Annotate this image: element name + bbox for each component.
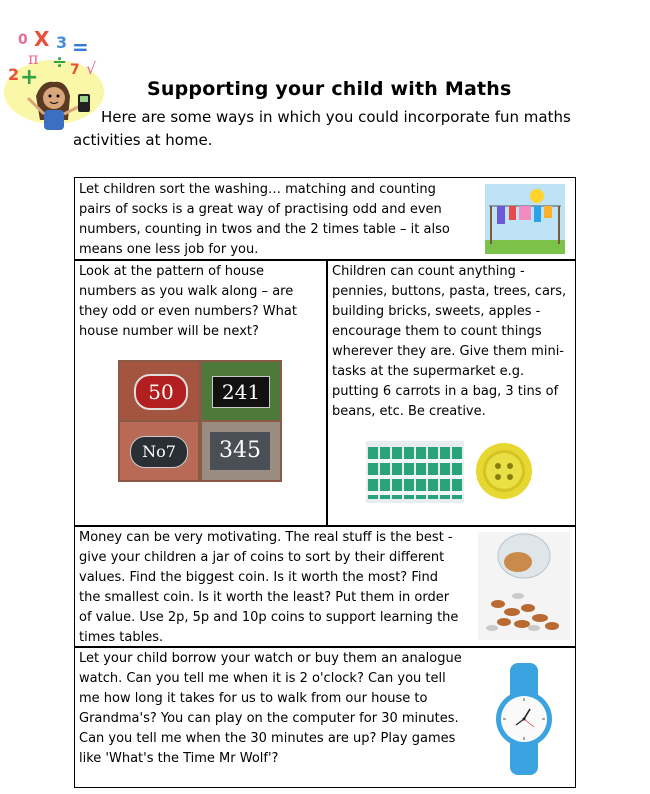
house-plaque: 345 — [202, 422, 280, 480]
intro-text: Here are some ways in which you could incorporate fun maths activities at home. — [73, 108, 571, 149]
page-title: Supporting your child with Maths — [147, 78, 512, 100]
logo-symbol: 0 — [18, 32, 28, 48]
counting-text: Children can count anything - pennies, buttons, pasta, trees, cars, building bricks, sweets, apples - encourage them to count things wherever they are. Give them mini-tasks at the supermarket e.g. putting 6 carrots in a bag, 3 tins of beans, etc. Be creative. — [332, 264, 567, 419]
logo-symbol: √ — [86, 59, 97, 78]
logo-symbol: π — [28, 49, 39, 68]
logo-symbol: ÷ — [52, 52, 68, 73]
logo-symbol: X — [34, 27, 50, 51]
logo-symbol: 7 — [70, 62, 80, 78]
washing-text: Let children sort the washing… matching and counting pairs of socks is a great way of practising odd and even numbers, counting in twos and the 2 times table – it also means one less job for you. — [79, 182, 450, 257]
logo-symbol: = — [72, 35, 89, 59]
house-numbers-image — [118, 360, 282, 482]
watch-image — [492, 663, 556, 775]
money-text: Money can be very motivating. The real stuff is the best - give your children a jar of coins to sort by their different values. Find the biggest coin. Is it worth the most? Find the smallest coin. Is it worth the least? Put them in order of value. Use 2p, 5p and 10p coins to support learning the times tables. — [79, 530, 459, 645]
washing-line-image — [485, 184, 565, 254]
house-plaque: 50 — [120, 362, 198, 420]
coin-jar-image — [478, 532, 570, 640]
watch-text: Let your child borrow your watch or buy them an analogue watch. Can you tell me when it is 2 o'clock? Can you tell me how long it takes for us to walk from our house to Grandma's? You can play on the computer for 30 minutes. Can you tell me when the 30 minutes are up? Play games like 'What's the Time Mr Wolf'? — [79, 651, 462, 766]
house-numbers-text: Look at the pattern of house numbers as you walk along – are they odd or even numbers? What house number will be next? — [79, 264, 297, 339]
logo-symbol: + — [20, 65, 39, 90]
logo-symbol: 3 — [56, 33, 68, 52]
tins-image — [366, 441, 464, 503]
house-plaque: 241 — [202, 362, 280, 420]
button-image — [474, 441, 534, 501]
house-plaque: No7 — [120, 422, 198, 480]
logo-symbol: 2 — [8, 65, 20, 84]
